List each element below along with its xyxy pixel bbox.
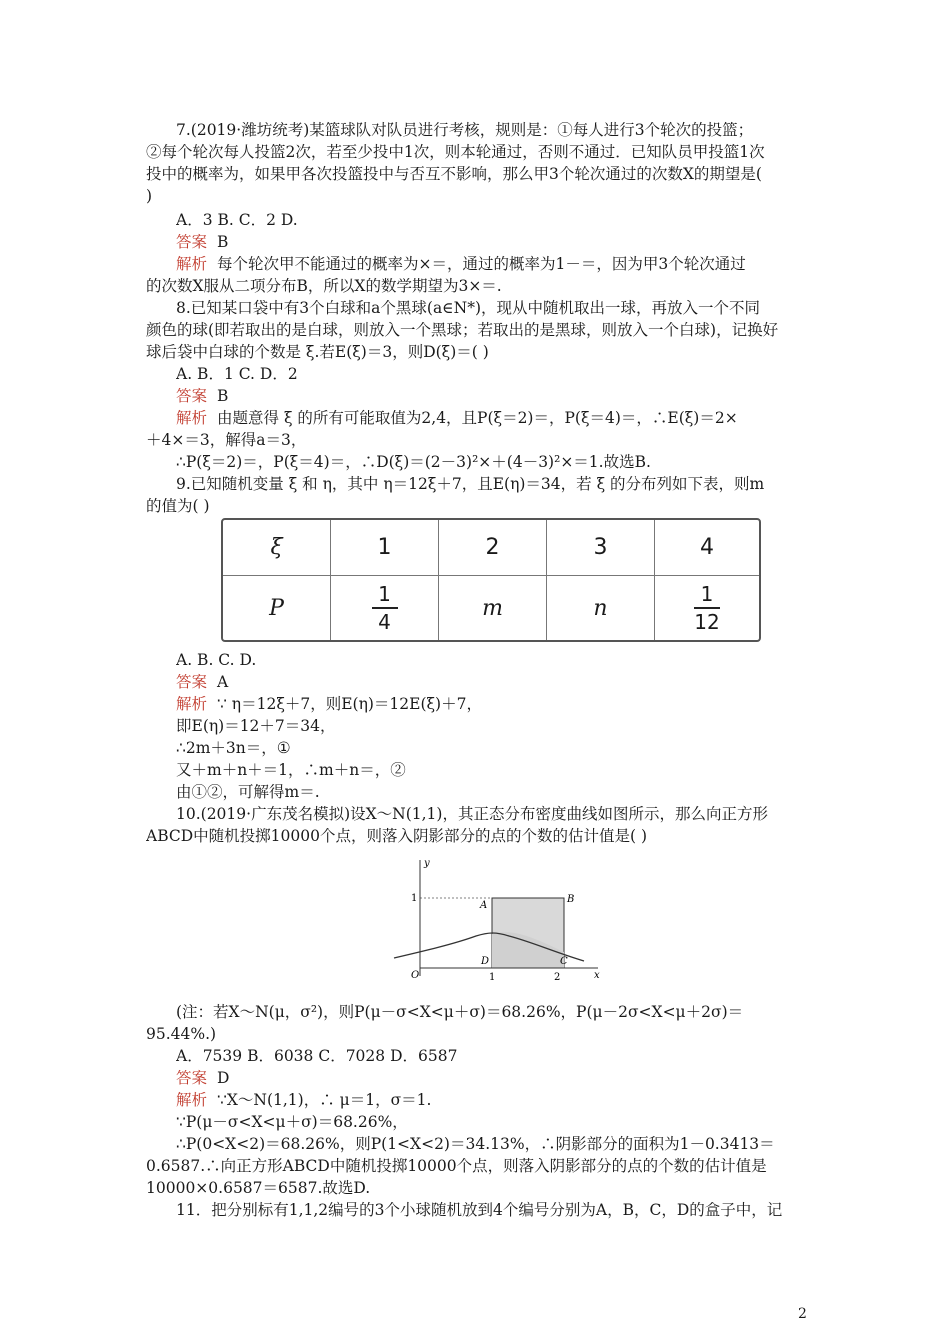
table-row-label-p: P (223, 576, 331, 640)
fraction-bar (694, 607, 720, 609)
analysis-line (176, 254, 806, 274)
answer-label: 答案 (176, 387, 208, 405)
answer-label: 答案 (176, 233, 208, 251)
answer-line (176, 1068, 806, 1088)
origin-label: O (411, 970, 420, 981)
text-line: 9.已知随机变量 ξ 和 η，其中 η＝12ξ＋7，且E(η)＝34，若 ξ 的分布列如下表，则m (176, 475, 765, 493)
analysis-text: 每个轮次甲不能通过的概率为×＝，通过的概率为1－＝，因为甲3个轮次通过 (217, 255, 746, 273)
text-line: 球后袋中白球的个数是 ξ.若E(ξ)＝3，则D(ξ)＝( ) (146, 343, 489, 361)
y-axis-label: y (424, 858, 430, 869)
text-line: A．3 B. C．2 D. (176, 211, 298, 229)
text-line: 又＋m＋n＋＝1，∴m＋n＝，② (176, 761, 406, 779)
text-line: 8.已知某口袋中有3个白球和a个黑球(a∈N*)，现从中随机取出一球，再放入一个不同 (176, 299, 761, 317)
analysis-line (176, 408, 806, 428)
text-line: 颜色的球(即若取出的是白球，则放入一个黑球；若取出的是黑球，则放入一个白球)，记换好 (146, 321, 779, 339)
analysis-line (176, 1090, 806, 1110)
table-header-4: 4 (655, 520, 759, 576)
normal-curve-figure (384, 856, 604, 986)
text-line: ②每个轮次每人投篮2次，若至少投中1次，则本轮通过，否则不通过．已知队员甲投篮1次 (146, 143, 765, 161)
table-header-xi: ξ (223, 520, 331, 576)
text-line: 0.6587.∴向正方形ABCD中随机投掷10000个点，则落入阴影部分的点的个数的估计值是 (146, 1157, 767, 1175)
table-header-2: 2 (439, 520, 547, 576)
analysis-line (176, 694, 806, 714)
text-line: A．7539 B．6038 C．7028 D．6587 (176, 1047, 458, 1065)
distribution-table (221, 518, 761, 642)
text-line: ∴2m＋3n＝，① (176, 739, 291, 757)
answer-line (176, 672, 806, 692)
fraction (372, 582, 398, 634)
text-line: 的次数X服从二项分布B，所以X的数学期望为3×＝. (146, 277, 502, 295)
denominator: 12 (694, 609, 720, 634)
table-cell-p2: m (439, 576, 547, 640)
text-line: A. B. C. D. (176, 651, 257, 669)
text-line: 95.44%.) (146, 1025, 217, 1043)
text-line: 即E(η)＝12＋7＝34， (176, 717, 336, 735)
x-tick-2: 2 (554, 972, 561, 983)
text-line: 的值为( ) (146, 497, 210, 515)
text-line: 投中的概率为，如果甲各次投篮投中与否互不影响，那么甲3个轮次通过的次数X的期望是( (146, 165, 762, 183)
table-cell-p4 (655, 576, 759, 640)
analysis-text: ∵ η＝12ξ＋7，则E(η)＝12E(ξ)＋7， (217, 695, 482, 713)
text-line: ∴P(ξ＝2)＝，P(ξ＝4)＝，∴D(ξ)＝(2－3)²×＋(4－3)²×＝1.故选B. (176, 453, 651, 471)
text-line: ABCD中随机投掷10000个点，则落入阴影部分的点的个数的估计值是( ) (146, 827, 647, 845)
x-axis-label: x (594, 970, 600, 981)
text-line: ∵P(μ－σ<X<μ＋σ)＝68.26%， (176, 1113, 408, 1131)
table-cell-p1 (331, 576, 439, 640)
answer-label: 答案 (176, 673, 208, 691)
analysis-label: 解析 (176, 1091, 208, 1109)
fraction (694, 582, 720, 634)
analysis-label: 解析 (176, 409, 208, 427)
y-tick-1: 1 (411, 893, 418, 904)
text-line: 7.(2019·潍坊统考)某篮球队对队员进行考核，规则是：①每人进行3个轮次的投篮； (176, 121, 754, 139)
answer-value: D (217, 1069, 230, 1087)
point-a-label: A (480, 900, 488, 911)
text-line: 11．把分别标有1,1,2编号的3个小球随机放到4个编号分别为A，B，C，D的盒子中，记 (176, 1201, 783, 1219)
answer-value: B (217, 387, 229, 405)
table-header-3: 3 (547, 520, 655, 576)
table-cell-p3: n (547, 576, 655, 640)
fraction-bar (372, 607, 398, 609)
numerator: 1 (378, 582, 391, 607)
analysis-text: ∵X～N(1,1)，∴ μ＝1，σ＝1. (217, 1091, 432, 1109)
text-line: A. B．1 C. D．2 (176, 365, 298, 383)
analysis-text: 由题意得 ξ 的所有可能取值为2,4，且P(ξ＝2)＝，P(ξ＝4)＝，∴E(ξ)＝2× (217, 409, 738, 427)
text-line: ) (146, 187, 153, 205)
text-line: 10000×0.6587＝6587.故选D. (146, 1179, 371, 1197)
point-d-label: D (481, 956, 490, 967)
analysis-label: 解析 (176, 695, 208, 713)
answer-label: 答案 (176, 1069, 208, 1087)
point-c-label: C (560, 956, 568, 967)
answer-line (176, 232, 806, 252)
x-tick-1: 1 (489, 972, 496, 983)
answer-line (176, 386, 806, 406)
text-line: ∴P(0<X<2)＝68.26%，则P(1<X<2)＝34.13%，∴阴影部分的面积为1－0.3413＝ (176, 1135, 775, 1153)
denominator: 4 (378, 609, 391, 634)
analysis-label: 解析 (176, 255, 208, 273)
text-line: 由①②，可解得m＝. (176, 783, 320, 801)
point-b-label: B (567, 894, 575, 905)
table-header-1: 1 (331, 520, 439, 576)
answer-value: B (217, 233, 229, 251)
numerator: 1 (700, 582, 714, 607)
text-line: 10.(2019·广东茂名模拟)设X～N(1,1)，其正态分布密度曲线如图所示，那么向正方形 (176, 805, 768, 823)
answer-value: A (217, 673, 229, 691)
text-line: ＋4×＝3，解得a＝3， (146, 431, 307, 449)
text-line: (注：若X～N(μ，σ²)，则P(μ－σ<X<μ＋σ)＝68.26%，P(μ－2σ<X<μ＋2σ)＝ (176, 1003, 744, 1021)
page-number: 2 (798, 1306, 807, 1322)
